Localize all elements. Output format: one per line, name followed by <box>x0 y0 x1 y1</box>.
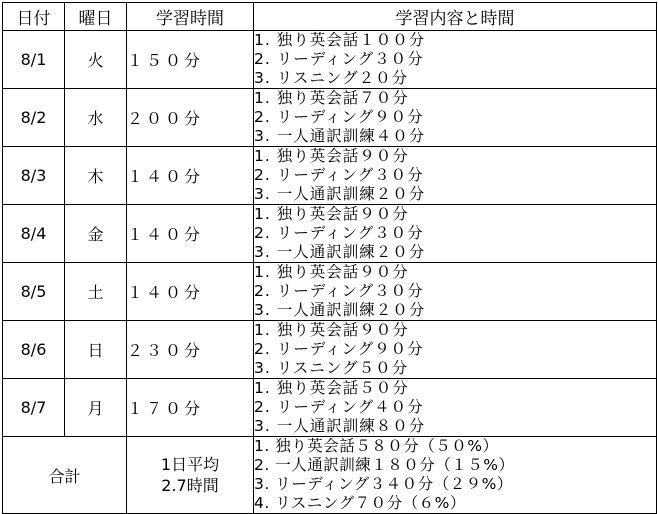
study-content-cell <box>254 379 657 437</box>
content-item: 2. リーディング９０分 <box>254 340 424 358</box>
study-content-cell <box>254 321 657 379</box>
content-item: 1. 独り英会話９０分 <box>254 205 409 223</box>
content-item: 2. リーディング３０分 <box>254 224 424 242</box>
day-of-week-cell: 水 <box>65 89 127 147</box>
content-item: 3. 一人通訳訓練２０分 <box>254 243 426 261</box>
content-item: 1. 独り英会話１００分 <box>254 31 426 49</box>
content-item: 2. リーディング４０分 <box>254 398 424 416</box>
study-time-cell: ２００分 <box>127 89 254 147</box>
header-study-time: 学習時間 <box>127 3 254 31</box>
date-cell: 8/4 <box>3 205 65 263</box>
date-cell: 8/6 <box>3 321 65 379</box>
study-time-cell: １４０分 <box>127 147 254 205</box>
summary-content-cell <box>254 437 657 514</box>
day-of-week-cell: 火 <box>65 31 127 89</box>
day-of-week-cell: 土 <box>65 263 127 321</box>
study-time-cell: １４０分 <box>127 263 254 321</box>
header-row <box>3 3 657 31</box>
table-row <box>3 31 657 89</box>
table-row <box>3 321 657 379</box>
content-item: 2. リーディング３０分 <box>254 50 424 68</box>
study-content-cell <box>254 89 657 147</box>
header-date: 日付 <box>3 3 65 31</box>
study-time-cell: ２３０分 <box>127 321 254 379</box>
study-content-cell <box>254 263 657 321</box>
date-cell: 8/5 <box>3 263 65 321</box>
date-cell: 8/2 <box>3 89 65 147</box>
summary-label: 合計 <box>3 437 127 514</box>
study-content-cell <box>254 147 657 205</box>
table-row <box>3 263 657 321</box>
study-log-table <box>2 2 657 514</box>
header-day-of-week: 曜日 <box>65 3 127 31</box>
content-item: 1. 独り英会話５０分 <box>254 379 409 397</box>
day-of-week-cell: 金 <box>65 205 127 263</box>
summary-item: 2. 一人通訳訓練１８０分（１５%） <box>254 456 515 474</box>
content-item: 3. 一人通訳訓練８０分 <box>254 417 426 435</box>
summary-item: 3. リーディング３４０分（２９%） <box>254 475 513 493</box>
study-content-cell <box>254 205 657 263</box>
daily-average-label: 1日平均 <box>160 455 220 474</box>
table-row <box>3 379 657 437</box>
daily-average-value: 2.7時間 <box>161 476 219 495</box>
content-item: 3. リスニング５０分 <box>254 359 409 377</box>
content-item: 3. リスニング２０分 <box>254 69 409 87</box>
content-item: 3. 一人通訳訓練２０分 <box>254 301 426 319</box>
summary-item: 4. リスニング７０分（６%） <box>254 494 466 512</box>
date-cell: 8/1 <box>3 31 65 89</box>
date-cell: 8/3 <box>3 147 65 205</box>
content-item: 2. リーディング９０分 <box>254 108 424 126</box>
content-item: 1. 独り英会話９０分 <box>254 321 409 339</box>
content-item: 3. 一人通訳訓練２０分 <box>254 185 426 203</box>
header-study-content: 学習内容と時間 <box>254 3 657 31</box>
content-item: 1. 独り英会話９０分 <box>254 263 409 281</box>
content-item: 2. リーディング３０分 <box>254 282 424 300</box>
day-of-week-cell: 月 <box>65 379 127 437</box>
summary-row <box>3 437 657 514</box>
day-of-week-cell: 木 <box>65 147 127 205</box>
table-body <box>3 31 657 514</box>
content-item: 2. リーディング３０分 <box>254 166 424 184</box>
study-time-cell: １４０分 <box>127 205 254 263</box>
study-content-cell <box>254 31 657 89</box>
content-item: 3. 一人通訳訓練４０分 <box>254 127 426 145</box>
daily-average-cell <box>127 437 254 514</box>
table-row <box>3 147 657 205</box>
day-of-week-cell: 日 <box>65 321 127 379</box>
study-time-cell: １７０分 <box>127 379 254 437</box>
summary-item: 1. 独り英会話５８０分（５０%） <box>254 437 499 455</box>
table-row <box>3 89 657 147</box>
table-row <box>3 205 657 263</box>
content-item: 1. 独り英会話９０分 <box>254 147 409 165</box>
study-time-cell: １５０分 <box>127 31 254 89</box>
date-cell: 8/7 <box>3 379 65 437</box>
content-item: 1. 独り英会話７０分 <box>254 89 409 107</box>
